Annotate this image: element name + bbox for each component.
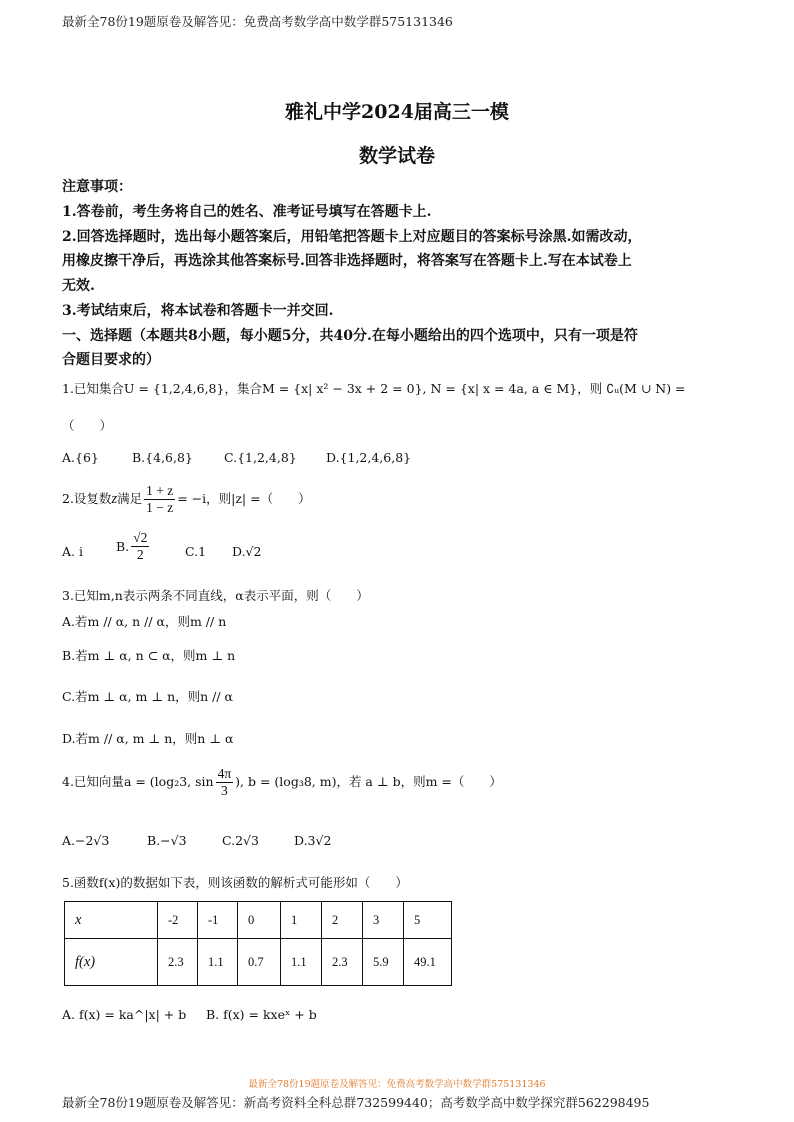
question-2-option-d: D.√2 — [232, 544, 262, 559]
page-header: 最新全78份19题原卷及解答见：免费高考数学高中数学群575131346 — [62, 14, 453, 29]
table-cell: x — [65, 902, 158, 939]
note-1: 1.答卷前，考生务将自己的姓名、准考证号填写在答题卡上. — [62, 204, 432, 220]
table-cell: 0 — [238, 902, 281, 939]
section-heading-line-2: 合题目要求的） — [62, 352, 160, 368]
table-cell: -2 — [158, 902, 198, 939]
table-cell: 1 — [281, 902, 322, 939]
table-cell: f(x) — [65, 939, 158, 986]
section-heading-line-1: 一、选择题（本题共8小题，每小题5分，共40分.在每小题给出的四个选项中，只有一项是符 — [62, 328, 638, 344]
question-2-stem: 2.设复数z满足 $\frac{1 + z}{1 - z}$ = −i，则|z| =（ ） — [62, 483, 311, 515]
table-cell: 49.1 — [404, 939, 452, 986]
table-cell: 0.7 — [238, 939, 281, 986]
question-1-stem: 1.已知集合U = {1,2,4,6,8}，集合M = {x| x² − 3x + 2 = 0}, N = {x| x = 4a, a ∈ M}，则 ∁ᵤ(M ∪ N) = — [62, 381, 686, 396]
question-3-option-c: C.若m ⊥ α, m ⊥ n，则n // α — [62, 689, 234, 704]
question-2-option-a: A. i — [62, 544, 83, 559]
table-row — [65, 902, 452, 939]
question-1-option-b: B.{4,6,8} — [132, 450, 193, 465]
table-cell: 1.1 — [198, 939, 238, 986]
question-1-option-d: D.{1,2,4,6,8} — [326, 450, 412, 465]
note-2-line-2: 用橡皮擦干净后，再选涂其他答案标号.回答非选择题时，将答案写在答题卡上.写在本试卷上 — [62, 253, 632, 269]
data-table — [64, 901, 452, 986]
question-4-option-a: A.−2√3 — [62, 833, 110, 848]
table-cell: 2 — [322, 902, 363, 939]
question-4-option-b: B.−√3 — [147, 833, 187, 848]
note-2-line-1: 2.回答选择题时，选出每小题答案后，用铅笔把答题卡上对应题目的答案标号涂黑.如需改动， — [62, 229, 642, 245]
question-3-option-b: B.若m ⊥ α, n ⊂ α，则m ⊥ n — [62, 648, 236, 663]
question-3-stem: 3.已知m,n表示两条不同直线，α表示平面，则（ ） — [62, 588, 369, 603]
question-5-stem: 5.函数f(x)的数据如下表，则该函数的解析式可能形如（ ） — [62, 875, 408, 890]
table-cell: -1 — [198, 902, 238, 939]
question-2-fraction: $\frac{1 + z}{1 - z}$ — [146, 483, 174, 515]
question-1-option-a: A.{6} — [62, 450, 99, 465]
question-4-stem: 4.已知向量a = (log₂3, sin $\frac{4\pi}{3}$ ), b = (log₃8, m)，若 a ⊥ b，则m =（ ） — [62, 766, 502, 798]
table-row — [65, 939, 452, 986]
note-3: 3.考试结束后，将本试卷和答题卡一并交回. — [62, 303, 334, 319]
question-5-option-a: A. f(x) = ka^|x| + b — [62, 1007, 187, 1022]
footer-watermark: 最新全78份19题原卷及解答见：免费高考数学高中数学群575131346 — [248, 1079, 546, 1090]
question-3-option-d: D.若m // α, m ⊥ n，则n ⊥ α — [62, 731, 234, 746]
question-3-option-a: A.若m // α, n // α，则m // n — [62, 614, 227, 629]
question-4-option-c: C.2√3 — [222, 833, 259, 848]
table-cell: 5 — [404, 902, 452, 939]
table-cell: 2.3 — [158, 939, 198, 986]
question-1-option-c: C.{1,2,4,8} — [224, 450, 297, 465]
question-5-option-b: B. f(x) = kxeˣ + b — [206, 1007, 317, 1022]
exam-title: 雅礼中学2024届高三一模 — [285, 101, 509, 123]
question-4-fraction: $\frac{4\pi}{3}$ — [217, 766, 232, 798]
question-2-option-b: B. $\frac{√2}{2}$ — [116, 530, 148, 562]
notes-heading: 注意事项： — [62, 179, 132, 195]
exam-subtitle: 数学试卷 — [358, 145, 435, 167]
table-cell: 3 — [363, 902, 404, 939]
table-cell: 1.1 — [281, 939, 322, 986]
question-4-option-d: D.3√2 — [294, 833, 332, 848]
table-cell: 2.3 — [322, 939, 363, 986]
note-2-line-3: 无效. — [62, 278, 95, 294]
question-2-option-c: C.1 — [185, 544, 207, 559]
table-cell: 5.9 — [363, 939, 404, 986]
page-footer: 最新全78份19题原卷及解答见：新高考资料全科总群732599440；高考数学高中数学探究群562298495 — [62, 1095, 650, 1110]
question-1-paren: （ ） — [62, 418, 113, 433]
